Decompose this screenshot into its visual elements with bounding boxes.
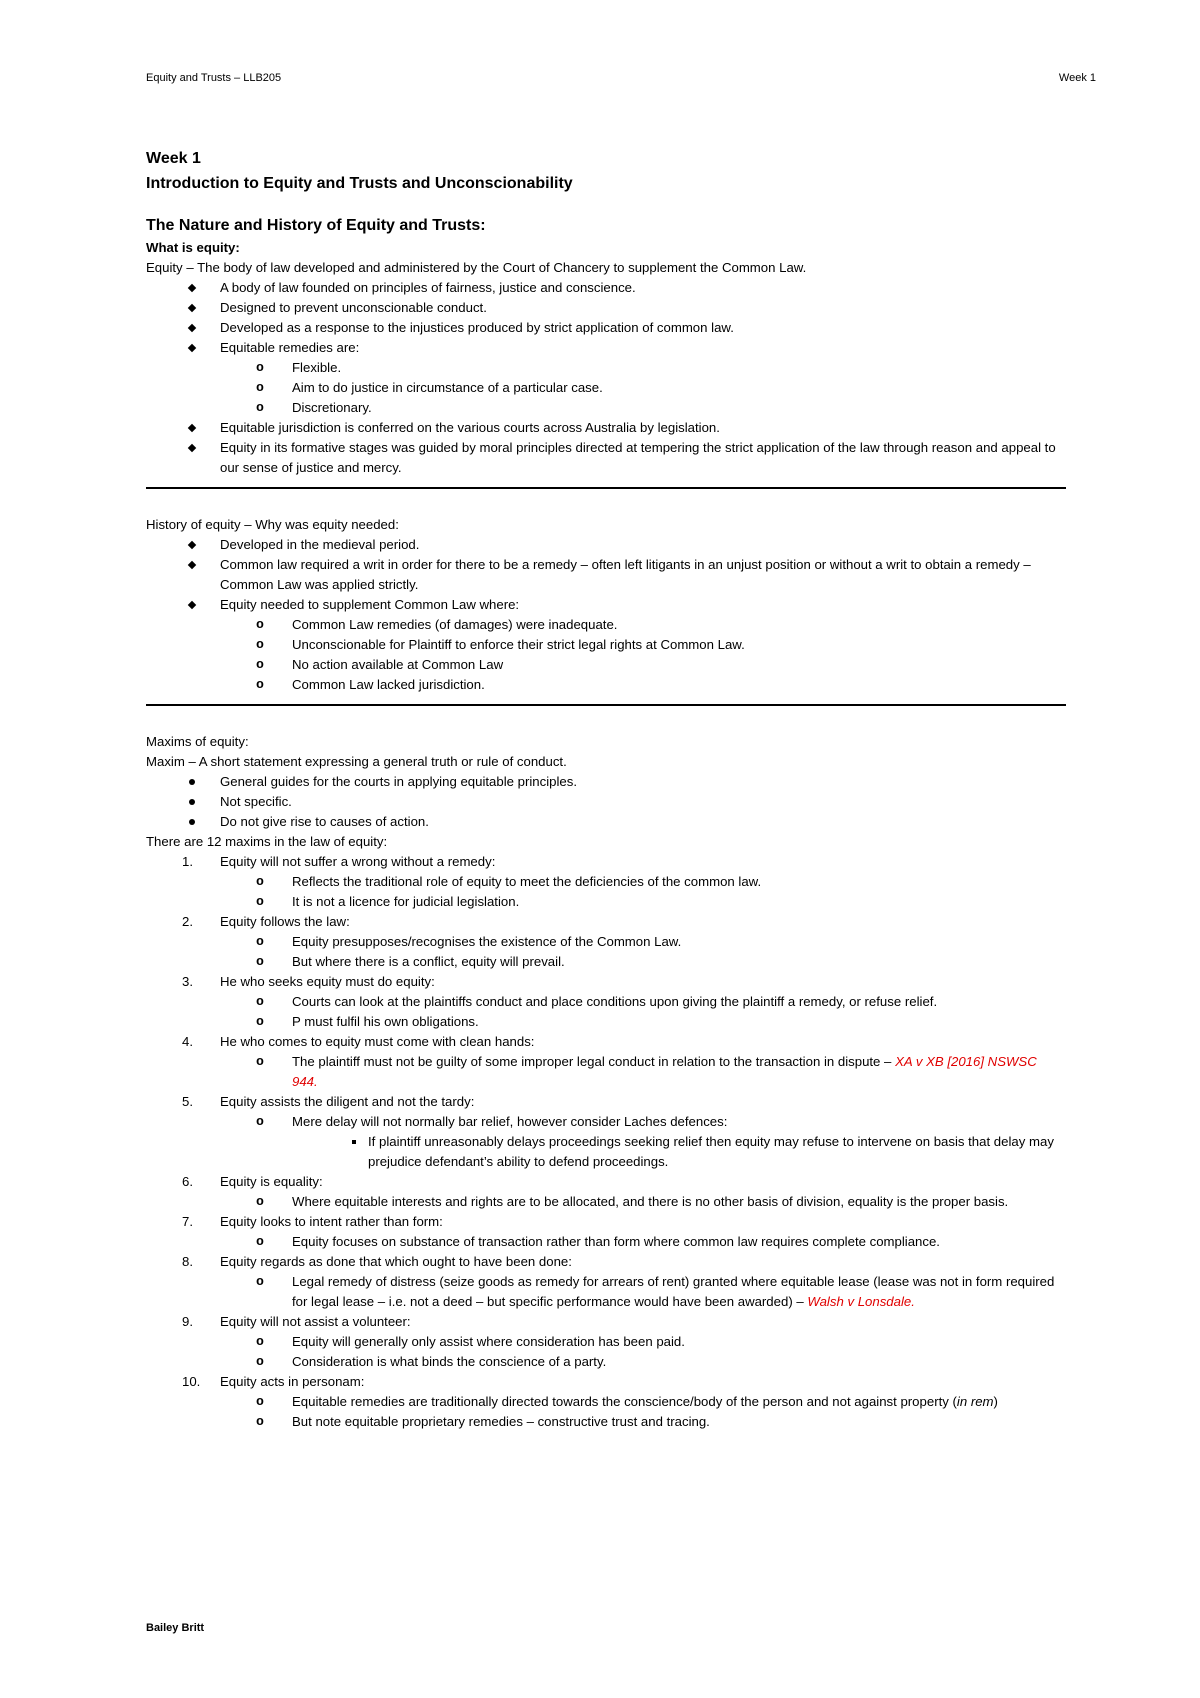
list-item: o The plaintiff must not be guilty of some improper legal conduct in relation to the transaction in dispute – XA v XB [2016] NSWSC 944. [146, 1052, 1066, 1092]
list-item: o P must fulfil his own obligations. [146, 1012, 1066, 1032]
running-header-title: Equity and Trusts – LLB205 [146, 72, 282, 84]
history-heading: History of equity – Why was equity needed: [146, 517, 399, 532]
list-item: o Mere delay will not normally bar relief, however consider Laches defences: [146, 1112, 1066, 1132]
list-item: If plaintiff unreasonably delays proceedings seeking relief then equity may refuse to intervene on basis that delay may prejudice defendant’s ability to defend proceedings. [146, 1132, 1066, 1172]
maxims-heading: Maxims of equity: [146, 734, 249, 749]
maxims-bullets [146, 772, 1066, 832]
list-item: Common law required a writ in order for there to be a remedy – often left litigants in an unjust position or without a writ to obtain a remedy – Common Law was applied strictly. [146, 555, 1066, 595]
list-item: Not specific. [146, 792, 1066, 812]
list-item: o Reflects the traditional role of equity to meet the deficiencies of the common law. [146, 872, 1066, 892]
week-heading: Week 1 [146, 150, 201, 167]
list-item: Developed as a response to the injustices produced by strict application of common law. [146, 318, 1066, 338]
list-item: o Equity presupposes/recognises the existence of the Common Law. [146, 932, 1066, 952]
list-item: A body of law founded on principles of fairness, justice and conscience. [146, 278, 1066, 298]
maxims-definition: Maxim – A short statement expressing a general truth or rule of conduct. [146, 754, 567, 769]
maxim-item: 2. Equity follows the law: o Equity presupposes/recognises the existence of the Common Law. o But where there is a conflict, equity will prevail. [146, 912, 1066, 972]
list-item: o Equity focuses on substance of transaction rather than form where common law requires complete compliance. [146, 1232, 1066, 1252]
list-item: o Legal remedy of distress (seize goods as remedy for arrears of rent) granted where equitable lease (lease was not in form required for legal lease – i.e. not a deed – but specific performance would have been awarded) – Walsh v Lonsdale. [146, 1272, 1066, 1312]
running-header-week: Week 1 [1058, 72, 1096, 84]
what-bullets-2 [146, 418, 1066, 478]
case-citation: XA v XB [2016] NSWSC 944. [292, 1054, 1037, 1089]
maxim-item: 5. Equity assists the diligent and not the tardy: o Mere delay will not normally bar relief, however consider Laches defences: If plaintiff unreasonably delays proceedings seeking relief then equity may refuse to intervene on basis that delay may prejudice defendant’s ability to defend proceedings. [146, 1092, 1066, 1172]
list-item: Designed to prevent unconscionable conduct. [146, 298, 1066, 318]
list-item: o Equity will generally only assist where consideration has been paid. [146, 1332, 1066, 1352]
maxim-item: 10. Equity acts in personam: o Equitable remedies are traditionally directed towards the conscience/body of the person and not against property (in rem) o But note equitable proprietary remedies – constructive trust and tracing. [146, 1372, 1066, 1432]
list-item: o Aim to do justice in circumstance of a particular case. [146, 378, 1066, 398]
maxim-item: 3. He who seeks equity must do equity: o Courts can look at the plaintiffs conduct and place conditions upon giving the plaintiff a remedy, or refuse relief. o P must fulfil his own obligations. [146, 972, 1066, 1032]
maxim-item: 9. Equity will not assist a volunteer: o Equity will generally only assist where consideration has been paid. o Consideration is what binds the conscience of a party. [146, 1312, 1066, 1372]
list-item: o Common Law lacked jurisdiction. [146, 675, 1066, 695]
list-item: o Discretionary. [146, 398, 1066, 418]
history-where-list [146, 615, 1066, 695]
what-definition: Equity – The body of law developed and administered by the Court of Chancery to supplement the Common Law. [146, 260, 807, 275]
list-item: General guides for the courts in applying equitable principles. [146, 772, 1066, 792]
list-item: o Courts can look at the plaintiffs conduct and place conditions upon giving the plaintiff a remedy, or refuse relief. [146, 992, 1066, 1012]
list-item: o But where there is a conflict, equity will prevail. [146, 952, 1066, 972]
divider [146, 487, 1066, 489]
list-item: o It is not a licence for judicial legislation. [146, 892, 1066, 912]
maxims-list [146, 852, 1066, 1432]
maxim-item: 7. Equity looks to intent rather than form: o Equity focuses on substance of transaction rather than form where common law requires complete compliance. [146, 1212, 1066, 1252]
history-bullets [146, 535, 1066, 615]
list-item: o Unconscionable for Plaintiff to enforce their strict legal rights at Common Law. [146, 635, 1066, 655]
maxim-item: 4. He who comes to equity must come with clean hands: o The plaintiff must not be guilty of some improper legal conduct in relation to the transaction in dispute – XA v XB [2016] NSWSC 944. [146, 1032, 1066, 1092]
list-item: o But note equitable proprietary remedies – constructive trust and tracing. [146, 1412, 1066, 1432]
what-heading: What is equity: [146, 240, 240, 255]
list-item: Equity needed to supplement Common Law where: [146, 595, 1066, 615]
section-heading: The Nature and History of Equity and Trusts: [146, 217, 486, 234]
list-item: Do not give rise to causes of action. [146, 812, 1066, 832]
list-item: o Equitable remedies are traditionally directed towards the conscience/body of the person and not against property (in rem) [146, 1392, 1066, 1412]
list-item: o Where equitable interests and rights are to be allocated, and there is no other basis of division, equality is the proper basis. [146, 1192, 1066, 1212]
list-item: Equity in its formative stages was guided by moral principles directed at tempering the strict application of the law through reason and appeal to our sense of justice and mercy. [146, 438, 1066, 478]
list-item: Equitable remedies are: [146, 338, 1066, 358]
maxims-intro: There are 12 maxims in the law of equity: [146, 834, 388, 849]
page-title: Introduction to Equity and Trusts and Unconscionability [146, 175, 573, 192]
list-item: Developed in the medieval period. [146, 535, 1066, 555]
what-bullets [146, 278, 1066, 358]
list-item: o Flexible. [146, 358, 1066, 378]
list-item: o Common Law remedies (of damages) were inadequate. [146, 615, 1066, 635]
list-item: o No action available at Common Law [146, 655, 1066, 675]
case-citation: Walsh v Lonsdale. [807, 1294, 915, 1309]
maxim-item: 1. Equity will not suffer a wrong without a remedy: o Reflects the traditional role of equity to meet the deficiencies of the common law. o It is not a licence for judicial legislation. [146, 852, 1066, 912]
document-body [146, 146, 1066, 1432]
footer-author: Bailey Britt [146, 1622, 205, 1634]
list-item: o Consideration is what binds the conscience of a party. [146, 1352, 1066, 1372]
list-item: Equitable jurisdiction is conferred on the various courts across Australia by legislation. [146, 418, 1066, 438]
maxim-item: 6. Equity is equality: o Where equitable interests and rights are to be allocated, and there is no other basis of division, equality is the proper basis. [146, 1172, 1066, 1212]
maxim-item: 8. Equity regards as done that which ought to have been done: o Legal remedy of distress (seize goods as remedy for arrears of rent) granted where equitable lease (lease was not in form required for legal lease – i.e. not a deed – but specific performance would have been awarded) – Walsh v Lonsdale. [146, 1252, 1066, 1312]
remedies-list [146, 358, 1066, 418]
divider [146, 704, 1066, 706]
